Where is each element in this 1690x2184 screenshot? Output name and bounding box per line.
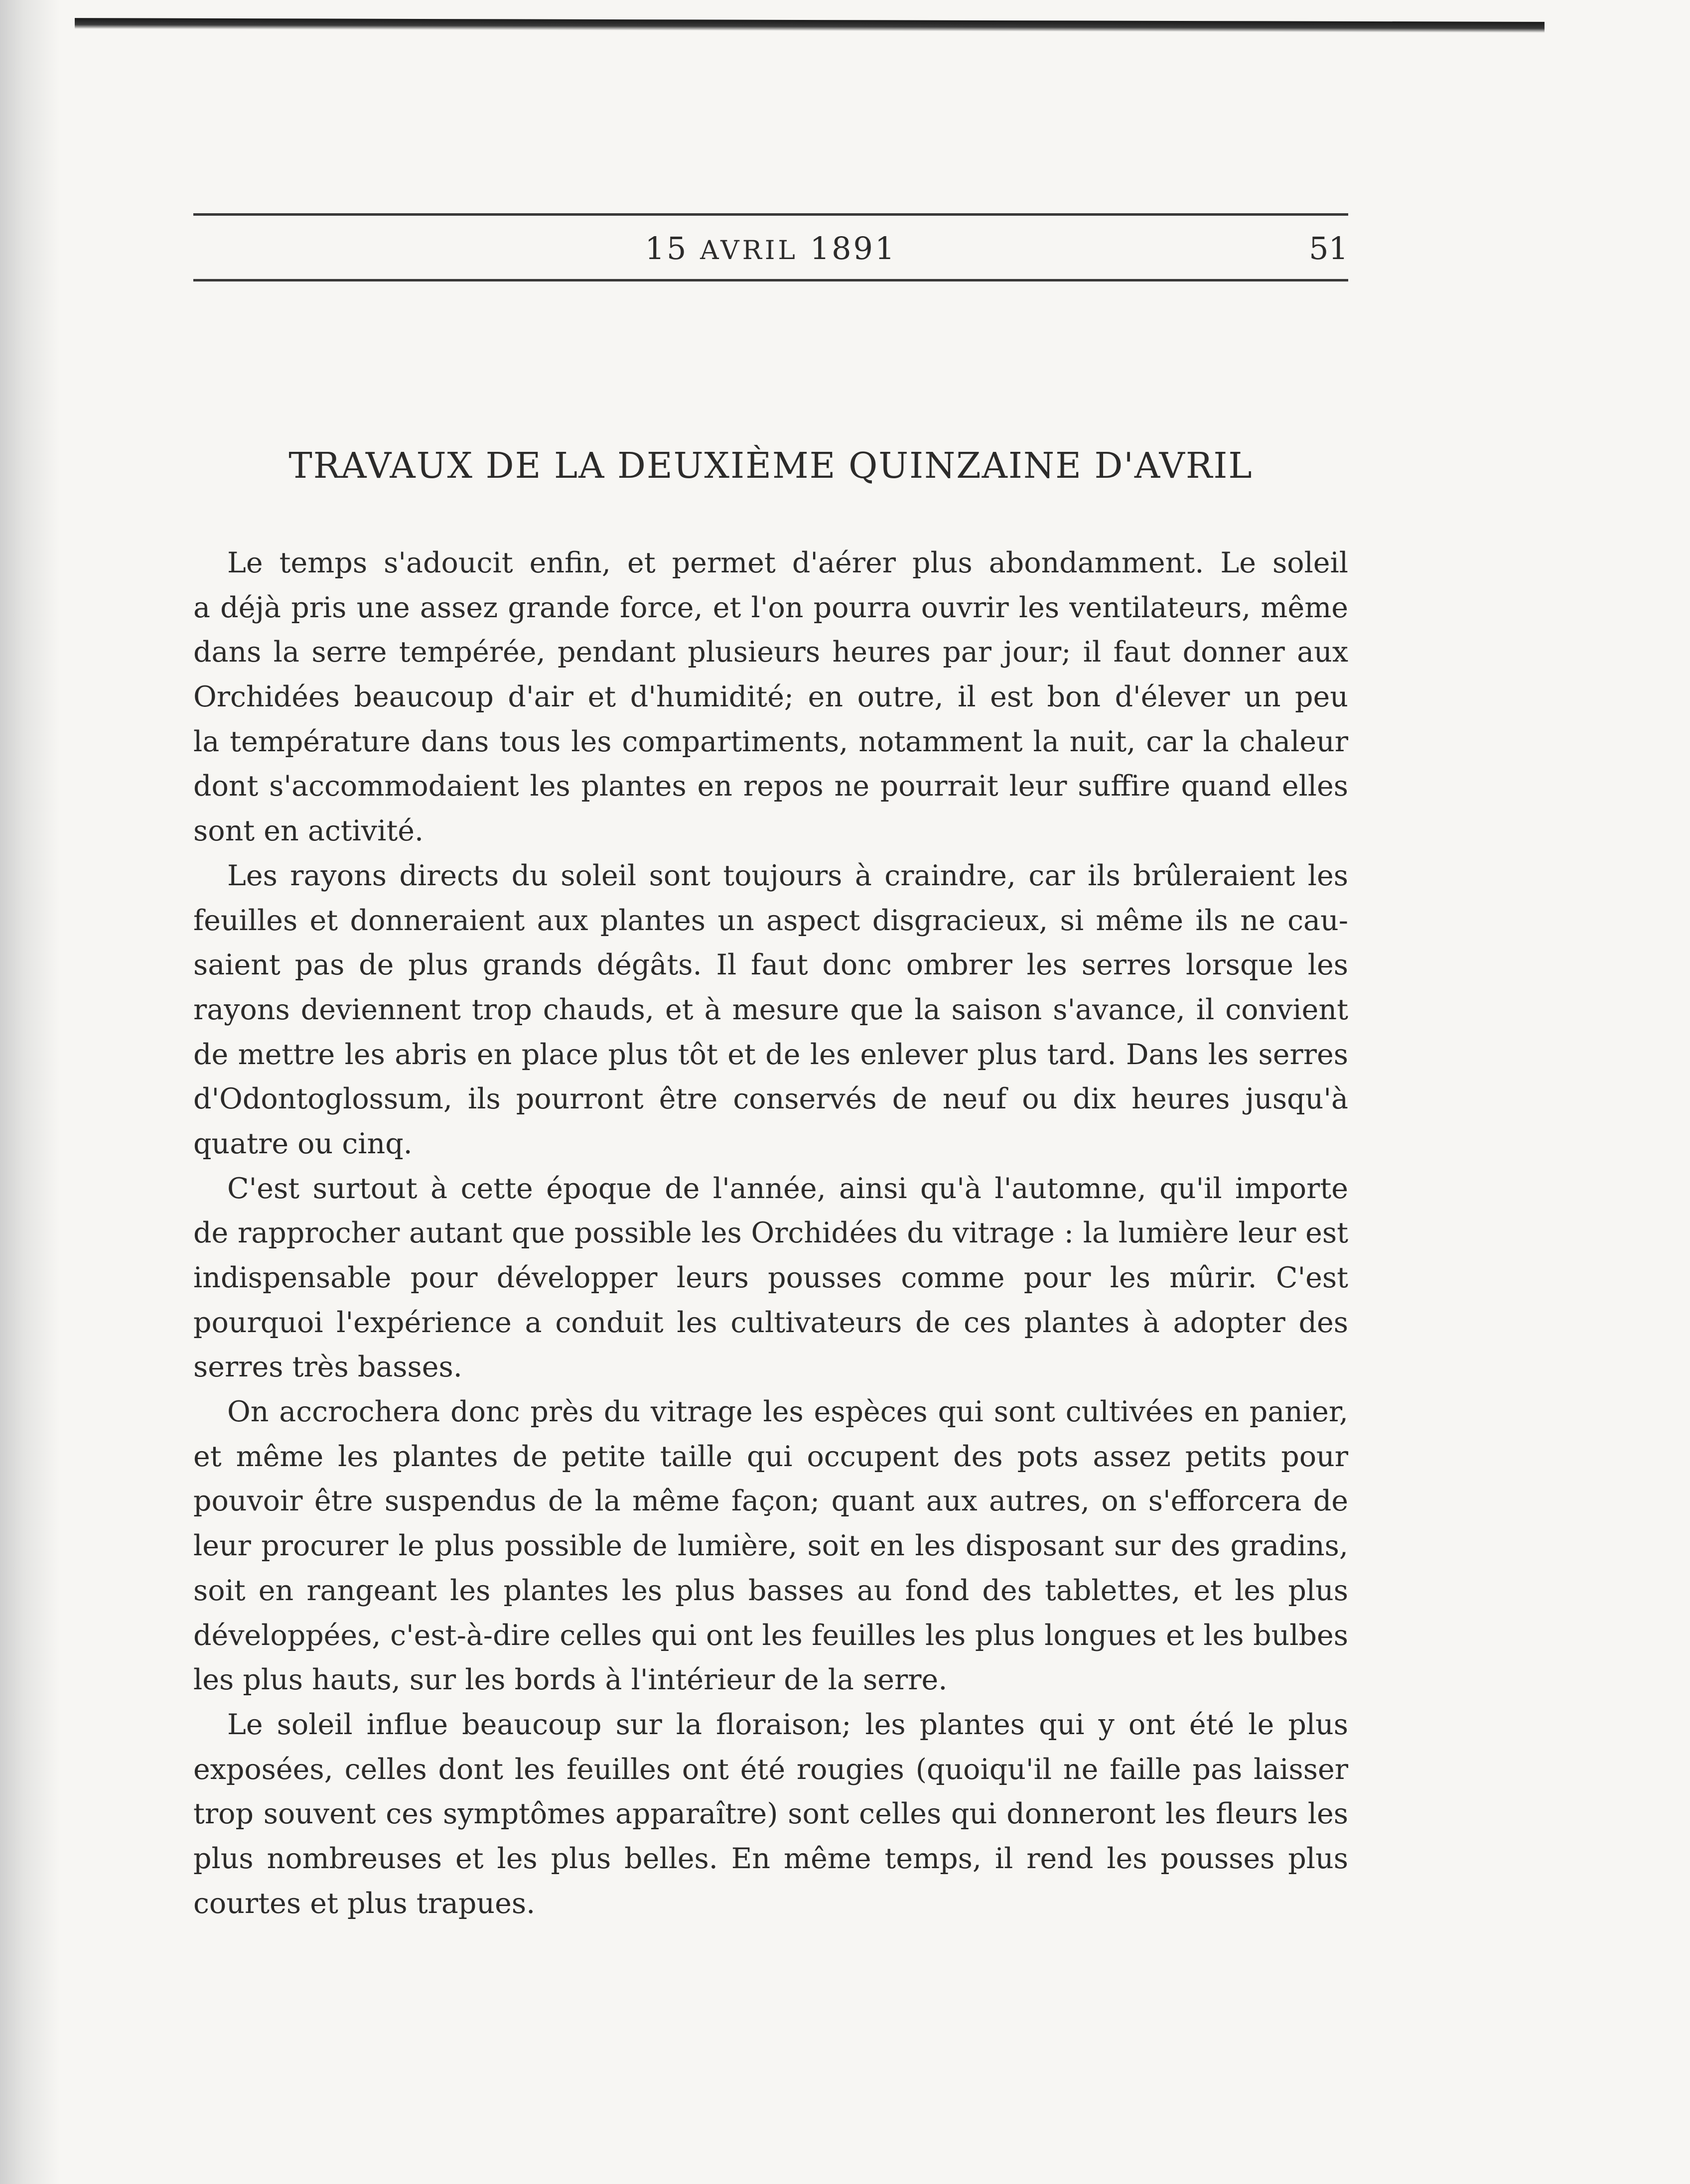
- text-line: Le soleil influe beaucoup sur la floraison; les plantes qui y ont été le plus: [227, 1708, 1348, 1741]
- text-line: C'est surtout à cette époque de l'année, ainsi qu'à l'automne, qu'il importe: [227, 1172, 1348, 1205]
- text-line: Les rayons directs du soleil sont toujours à craindre, car ils brûleraient les: [227, 859, 1348, 892]
- text-line: sont en activité.: [193, 815, 424, 848]
- text-line: leur procurer le plus possible de lumière, soit en les disposant sur des gradins,: [193, 1529, 1348, 1563]
- text-line: trop souvent ces symptômes apparaître) sont celles qui donneront les fleurs les: [193, 1797, 1348, 1831]
- header-rule-bottom: [193, 279, 1348, 281]
- text-line: serres très basses.: [193, 1351, 462, 1384]
- header-rule-top: [193, 213, 1348, 216]
- text-line: plus nombreuses et les plus belles. En même temps, il rend les pousses plus: [193, 1842, 1348, 1875]
- text-line: d'Odontoglossum, ils pourront être conservés de neuf ou dix heures jusqu'à: [193, 1083, 1348, 1116]
- text-line: développées, c'est-à-dire celles qui ont les feuilles les plus longues et les bulbes: [193, 1619, 1348, 1652]
- text-line: indispensable pour développer leurs pousses comme pour les mûrir. C'est: [193, 1261, 1348, 1294]
- issue-date-year: 1891: [810, 230, 897, 267]
- text-line: Le temps s'adoucit enfin, et permet d'aérer plus abondamment. Le soleil: [227, 546, 1348, 579]
- text-line: feuilles et donneraient aux plantes un aspect disgracieux, si même ils ne cau-: [193, 904, 1348, 937]
- article-body: [193, 541, 1348, 1926]
- text-line: exposées, celles dont les feuilles ont été rougies (quoiqu'il ne faille pas laisser: [193, 1753, 1348, 1786]
- text-line: soit en rangeant les plantes les plus basses au fond des tablettes, et les plus: [193, 1574, 1348, 1607]
- issue-date-day: 15: [645, 230, 689, 267]
- text-line: la température dans tous les compartiments, notamment la nuit, car la chaleur: [193, 725, 1348, 758]
- text-line: pourquoi l'expérience a conduit les cultivateurs de ces plantes à adopter des: [193, 1306, 1348, 1339]
- text-line: de rapprocher autant que possible les Orchidées du vitrage : la lumière leur est: [193, 1217, 1348, 1250]
- issue-date-month: AVRIL: [700, 236, 798, 266]
- text-line: les plus hauts, sur les bords à l'intérieur de la serre.: [193, 1663, 948, 1697]
- text-line: pouvoir être suspendus de la même façon; quant aux autres, on s'efforcera de: [193, 1485, 1348, 1518]
- text-line: quatre ou cinq.: [193, 1127, 413, 1160]
- page-number: 51: [1309, 230, 1348, 267]
- text-line: de mettre les abris en place plus tôt et de les enlever plus tard. Dans les serres: [193, 1038, 1348, 1071]
- text-line: saient pas de plus grands dégâts. Il faut donc ombrer les serres lorsque les: [193, 949, 1348, 982]
- issue-date: [193, 226, 1348, 273]
- text-line: On accrochera donc près du vitrage les espèces qui sont cultivées en panier,: [227, 1395, 1348, 1429]
- text-line: et même les plantes de petite taille qui occupent des pots assez petits pour: [193, 1440, 1348, 1473]
- binding-shadow: [0, 0, 60, 2184]
- text-line: a déjà pris une assez grande force, et l'on pourra ouvrir les ventilateurs, même: [193, 591, 1348, 624]
- text-line: Orchidées beaucoup d'air et d'humidité; en outre, il est bon d'élever un peu: [193, 681, 1348, 714]
- text-line: courtes et plus trapues.: [193, 1887, 536, 1920]
- text-line: dont s'accommodaient les plantes en repos ne pourrait leur suffire quand elles: [193, 770, 1348, 803]
- running-head: [193, 223, 1348, 271]
- scan-top-edge: [75, 18, 1545, 33]
- text-line: rayons deviennent trop chauds, et à mesure que la saison s'avance, il convient: [193, 993, 1348, 1026]
- text-line: dans la serre tempérée, pendant plusieurs heures par jour; il faut donner aux: [193, 636, 1348, 669]
- article-title: TRAVAUX DE LA DEUXIÈME QUINZAINE D'AVRIL: [288, 445, 1253, 486]
